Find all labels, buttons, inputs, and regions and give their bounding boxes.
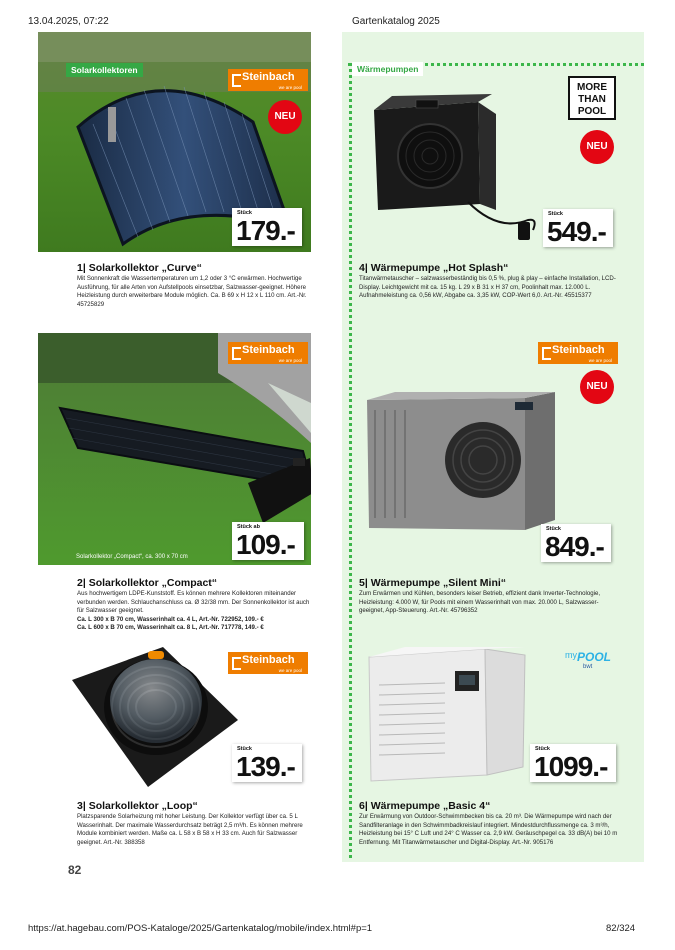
steinbach-mark-icon — [542, 347, 551, 360]
price-tag-curve: Stück 179.- — [232, 208, 302, 246]
variant-line: Ca. L 300 x B 70 cm, Wasserinhalt ca. 4 L, Art.-Nr. 722952, 109.- € — [77, 615, 264, 623]
product-title-silent-mini: 5| Wärmepumpe „Silent Mini“ — [359, 577, 507, 589]
section-label-heat-pumps: Wärmepumpen — [352, 62, 423, 76]
product-image-basic-4 — [365, 645, 530, 785]
variant-line: Ca. L 600 x B 70 cm, Wasserinhalt ca. 8 L, Art.-Nr. 717778, 149.- € — [77, 624, 264, 631]
steinbach-logo: Steinbach we are pool — [228, 342, 308, 364]
price-tag-basic-4: Stück 1099.- — [530, 744, 616, 782]
product-description-loop: Platzsparende Solarheizung mit hoher Leistung. Der Kollektor verfügt über ca. 5 L Wasserinhalt. Der maximale Wasserdurchsatz beträgt 2,5 m³/h. Es können mehrere Module kombiniert werden. Maße ca. L 58 x B 58 x H 33 cm. Auch für Salzwasser geeignet. Art.-Nr. 388358 — [77, 813, 303, 846]
product-image-loop — [68, 645, 240, 790]
product-image-hot-splash — [368, 92, 548, 252]
image-caption-compact: Solarkollektor „Compact“, ca. 300 x 70 cm — [76, 554, 188, 560]
product-title-curve: 1| Solarkollektor „Curve“ — [77, 262, 202, 274]
product-description-silent-mini: Zum Erwärmen und Kühlen, besonders leiser Betrieb, effizient dank Inverter-Technologie, Heizleistung: 4.000 W, für Pools mit einem Wasserinhalt von max. 20.000 L, Salzwasser-geeignet, App-Steuerung. Art.-Nr. 45796352 — [359, 590, 601, 614]
price-tag-hot-splash: Stück 549.- — [543, 209, 613, 247]
print-datetime: 13.04.2025, 07:22 — [28, 16, 109, 27]
product-description-curve: Mit Sonnenkraft die Wassertemperaturen um 1,2 oder 3 °C erwärmen. Hochwertige Ausführung, für alle Arten von Aufstellpools einsetzbar, Salzwasser-geeignet. Höhere Heizleistung durch erweiterbare Module möglich. Ca. B 69 x H 12 x L 110 cm. Art.-Nr. 45725829 — [77, 275, 307, 308]
dotted-divider-vertical — [349, 63, 352, 858]
print-page-count: 82/324 — [606, 923, 636, 934]
product-title-compact: 2| Solarkollektor „Compact“ — [77, 577, 218, 589]
steinbach-mark-icon — [232, 74, 241, 87]
new-badge: NEU — [580, 130, 614, 164]
product-description-basic-4: Zur Erwärmung von Outdoor-Schwimmbecken bis ca. 20 m³. Die Wärmepumpe wird nach der Sandfilteranlage in den Schwimmbadkreislauf integriert. Mindestdurchflussmenge ca. 3 m³/h, Heizleistung bei 15° C Luft und 24° C Wasser ca. 2,9 kW. Geräuschpegel ca. 33 dB(A) bei 10 m Entfernung. Mit Titanwärmetauscher und Digital-Display. Art.-Nr. 905176 — [359, 813, 618, 846]
price-tag-compact: Stück ab 109.- — [232, 522, 304, 560]
mypool-logo: my POOL bwt — [565, 650, 612, 670]
more-than-pool-logo: MORE THAN POOL — [568, 76, 616, 120]
product-title-loop: 3| Solarkollektor „Loop“ — [77, 800, 198, 812]
price-tag-silent-mini: Stück 849.- — [541, 524, 611, 562]
new-badge: NEU — [268, 100, 302, 134]
product-image-silent-mini — [365, 390, 565, 540]
steinbach-logo: Steinbach we are pool — [538, 342, 618, 364]
steinbach-mark-icon — [232, 657, 241, 670]
product-title-hot-splash: 4| Wärmepumpe „Hot Splash“ — [359, 262, 509, 274]
steinbach-logo: Steinbach we are pool — [228, 652, 308, 674]
print-url: https://at.hagebau.com/POS-Kataloge/2025/Gartenkatalog/mobile/index.html#p=1 — [28, 923, 373, 934]
new-badge: NEU — [580, 370, 614, 404]
print-title: Gartenkatalog 2025 — [352, 16, 440, 27]
steinbach-mark-icon — [232, 347, 241, 360]
price-tag-loop: Stück 139.- — [232, 744, 302, 782]
section-label-solar-collectors: Solarkollektoren — [66, 63, 143, 77]
page-number: 82 — [68, 863, 82, 877]
steinbach-logo: Steinbach we are pool — [228, 69, 308, 91]
product-description-compact: Aus hochwertigem LDPE-Kunststoff. Es können mehrere Kollektoren miteinander verbunden werden. Schlauchanschluss ca. Ø 32/38 mm. Der Sonnenkollektor ist auch für Salzwasser geeignet. Ca. L 300 x B 70 cm, Wasserinhalt ca. 4 L, Art.-Nr. 722952, 109.- € Ca. L 600 x B 70 cm, Wasserinhalt ca. 8 L, Art.-Nr. 717778, 149.- € — [77, 590, 312, 633]
product-description-hot-splash: Titanwärmetauscher – salzwasserbeständig bis 0,5 %, plug & play – einfache Installation, LCD-Display. Leichtgewicht mit ca. 15 kg. L 29 x B 31 x H 37 cm, Poolinhalt max. 12.000 L. Aufnahmeleistung ca. 0,56 kW, Abgabe ca. 3,35 kW, COP-Wert 6,0. Art.-Nr. 45515377 — [359, 275, 616, 299]
product-title-basic-4: 6| Wärmepumpe „Basic 4“ — [359, 800, 491, 812]
